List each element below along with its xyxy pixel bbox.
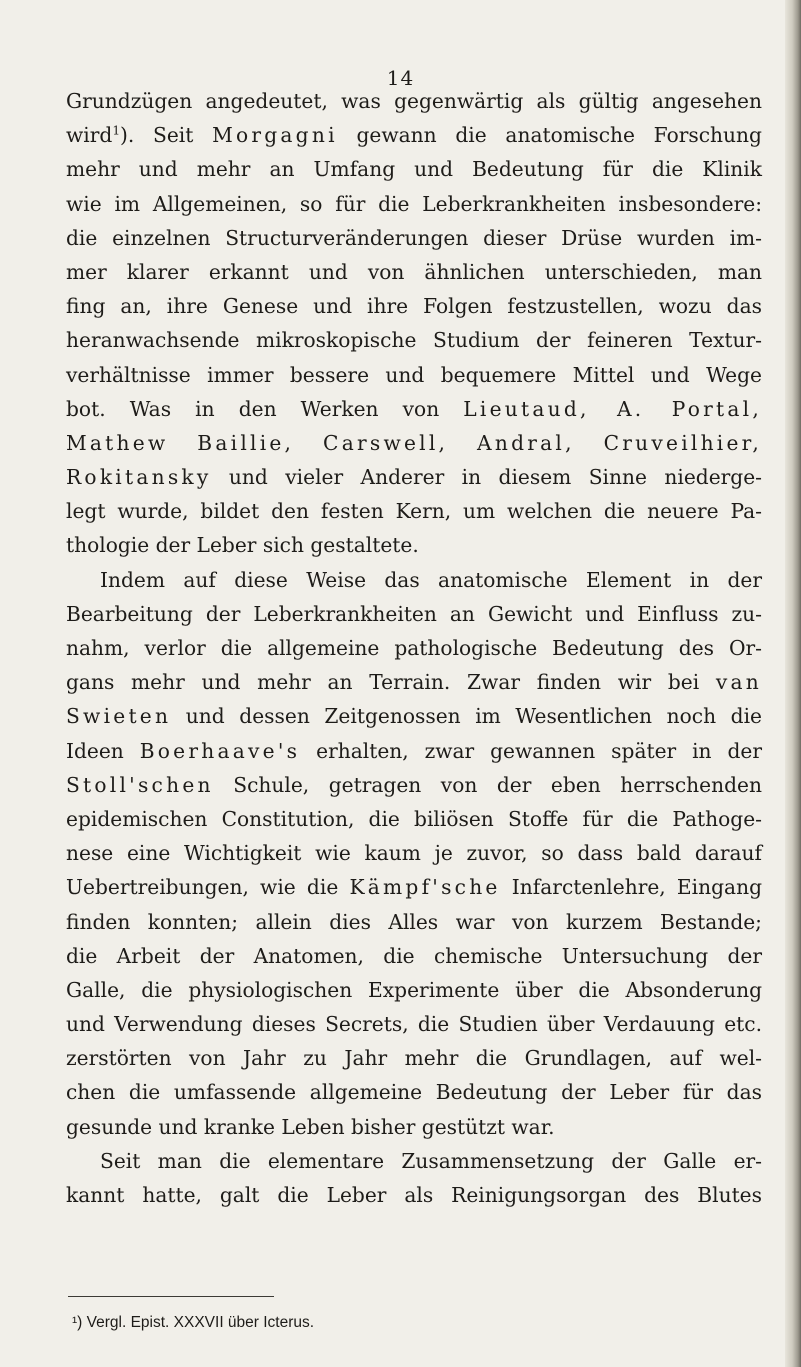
text-line — [66, 84, 762, 118]
footnote-rule — [68, 1296, 274, 1297]
spaced-name: Mathew Baillie, Carswell, Andral, Cruveilhier, — [66, 430, 762, 455]
text-run: und Verwendung dieses Secrets, die Studien über Verdauung etc. — [66, 1012, 762, 1037]
text-run: nese eine Wichtigkeit wie kaum je zuvor, so dass bald darauf — [66, 841, 762, 866]
text-line — [66, 665, 762, 699]
text-run: legt wurde, bildet den festen Kern, um welchen die neuere Pa- — [66, 499, 762, 524]
text-line — [66, 255, 762, 289]
text-line — [66, 1041, 762, 1075]
text-run: Galle, die physiologischen Experimente über die Absonderung — [66, 977, 762, 1002]
spaced-name: Boerhaave's — [139, 738, 301, 763]
text-line — [66, 939, 762, 973]
page-edge-shadow — [785, 0, 801, 1367]
text-run: Bearbeitung der Leberkrankheiten an Gewicht und Einfluss zu- — [66, 601, 762, 626]
text-line — [66, 426, 762, 460]
text-run: finden konnten; allein dies Alles war von kurzem Bestande; — [66, 909, 762, 934]
text-run: wird — [66, 123, 113, 148]
text-run: Schule, getragen von der eben herrschenden — [213, 772, 762, 797]
text-line — [66, 221, 762, 255]
text-line — [66, 563, 762, 597]
body-text — [66, 84, 762, 1212]
text-run: Ideen — [66, 738, 140, 763]
text-run: heranwachsende mikroskopische Studium der feineren Textur- — [66, 328, 762, 353]
text-run: erhalten, zwar gewannen später in der — [300, 738, 762, 763]
page-number: 14 — [386, 66, 415, 90]
spaced-name: Lieutaud, A. Portal, — [463, 396, 762, 421]
text-line — [66, 699, 762, 733]
text-line — [66, 905, 762, 939]
text-line — [66, 870, 762, 904]
text-run: kannt hatte, galt die Leber als Reinigungsorgan des Blutes — [66, 1183, 762, 1207]
text-run: die Arbeit der Anatomen, die chemische Untersuchung der — [66, 943, 762, 968]
text-line — [66, 734, 762, 768]
text-run: mer klarer erkannt und von ähnlichen unterschieden, man — [66, 259, 762, 284]
text-run: Indem auf diese Weise das anatomische Element in der — [100, 567, 762, 592]
text-run: bot. Was in den Werken von — [66, 396, 464, 421]
text-line — [66, 1144, 762, 1178]
text-line — [66, 152, 762, 186]
spaced-name: Swieten — [66, 704, 172, 729]
text-run: wie im Allgemeinen, so für die Leberkrankheiten insbesondere: — [66, 191, 762, 216]
text-run: nahm, verlor die allgemeine pathologische Bedeutung des Or- — [66, 636, 762, 660]
spaced-name: Stoll'schen — [66, 772, 214, 797]
text-run: und dessen Zeitgenossen im Wesentlichen noch die — [171, 704, 762, 729]
text-line — [66, 1075, 762, 1109]
text-line — [66, 597, 762, 631]
spaced-name: van — [715, 670, 762, 695]
text-line — [66, 392, 762, 426]
text-line — [66, 1110, 762, 1144]
text-line — [66, 1007, 762, 1041]
text-run: die einzelnen Structurveränderungen dieser Drüse wurden im- — [66, 225, 762, 250]
text-run: Uebertreibungen, wie die — [66, 875, 350, 900]
spaced-name: Rokitansky — [66, 465, 212, 490]
text-run: Seit man die elementare Zusammensetzung der Galle er- — [100, 1148, 762, 1173]
text-run: fing an, ihre Genese und ihre Folgen festzustellen, wozu das — [66, 294, 762, 319]
text-run: Grundzügen angedeutet, was gegenwärtig als gültig angesehen — [66, 89, 762, 113]
text-run: mehr und mehr an Umfang und Bedeutung für die Klinik — [66, 157, 762, 182]
text-run: gewann die anatomische Forschung — [337, 123, 762, 148]
text-line — [66, 460, 762, 494]
text-run: verhältnisse immer bessere und bequemere Mittel und Wege — [66, 362, 762, 387]
footnote — [72, 1314, 314, 1332]
text-line — [66, 358, 762, 392]
text-run: ). Seit — [120, 123, 213, 148]
text-run: und vieler Anderer in diesem Sinne niederge- — [211, 465, 762, 490]
text-line — [66, 494, 762, 528]
text-line — [66, 289, 762, 323]
text-line — [66, 118, 762, 152]
text-line — [66, 802, 762, 836]
text-run: zerstörten von Jahr zu Jahr mehr die Grundlagen, auf wel- — [66, 1046, 762, 1071]
text-run: thologie der Leber sich gestaltete. — [66, 533, 419, 558]
spaced-name: Kämpf'sche — [349, 875, 501, 900]
footnote-text: Vergl. Epist. XXXVII über Icterus. — [86, 1314, 315, 1331]
text-line — [66, 768, 762, 802]
text-run: gesunde und kranke Leben bisher gestützt war. — [66, 1114, 555, 1139]
text-line — [66, 1178, 762, 1212]
text-line — [66, 836, 762, 870]
text-line — [66, 973, 762, 1007]
text-run: gans mehr und mehr an Terrain. Zwar finden wir bei — [66, 670, 716, 695]
text-line — [66, 323, 762, 357]
text-run: Infarctenlehre, Eingang — [500, 875, 762, 900]
text-run: epidemischen Constitution, die biliösen Stoffe für die Pathoge- — [66, 806, 762, 831]
text-line — [66, 187, 762, 221]
text-line — [66, 528, 762, 562]
footnote-ref: 1 — [112, 123, 121, 138]
text-line — [66, 631, 762, 665]
text-run: chen die umfassende allgemeine Bedeutung der Leber für das — [66, 1080, 762, 1105]
footnote-marker: ¹) — [72, 1314, 83, 1331]
spaced-name: Morgagni — [212, 123, 338, 148]
